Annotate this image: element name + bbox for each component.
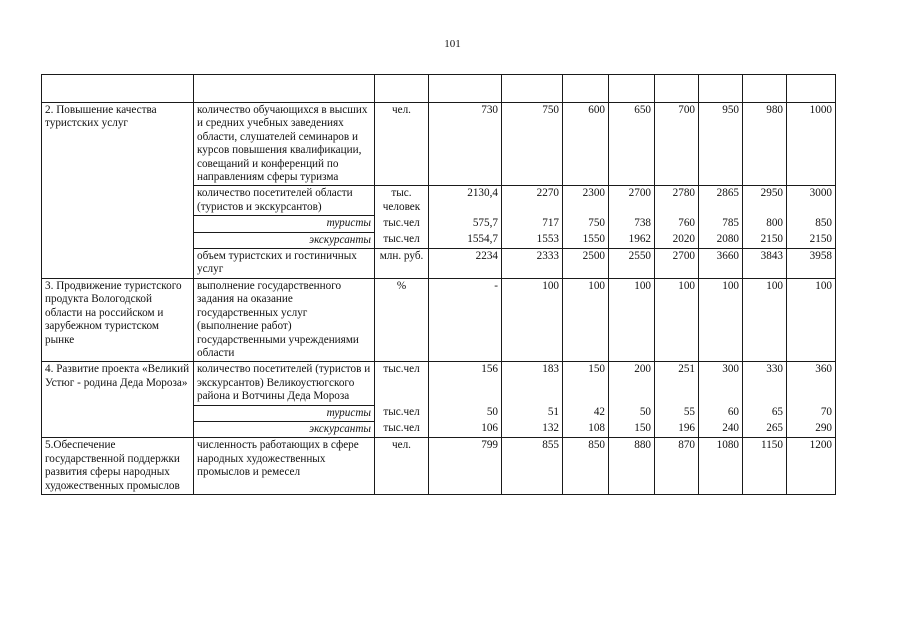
table-row — [42, 278, 836, 361]
value-cell: 106 — [429, 421, 502, 437]
value-cell: 265 — [743, 421, 787, 437]
unit-cell: тыс.чел — [375, 421, 429, 437]
unit-cell: тыс.чел — [375, 216, 429, 232]
value-cell: 785 — [699, 216, 743, 232]
unit-cell: тыс.чел — [375, 362, 429, 405]
value-cell: 2500 — [563, 249, 609, 279]
table-row — [42, 75, 836, 103]
value-cell: 738 — [609, 216, 655, 232]
value-cell: 196 — [655, 421, 699, 437]
value-cell: 880 — [609, 438, 655, 495]
empty-header-cell — [609, 75, 655, 103]
value-cell: 799 — [429, 438, 502, 495]
value-cell: 2080 — [699, 232, 743, 248]
value-cell: 300 — [699, 362, 743, 405]
value-cell: 100 — [563, 278, 609, 361]
section-name-cell: 2. Повышение качества туристских услуг — [42, 103, 194, 279]
value-cell: 850 — [787, 216, 836, 232]
sub-indicator-cell: туристы — [194, 216, 375, 232]
indicator-cell: численность работающих в сфере народных художественных промыслов и ремесел — [194, 438, 375, 495]
value-cell: 240 — [699, 421, 743, 437]
value-cell: 2234 — [429, 249, 502, 279]
value-cell: 330 — [743, 362, 787, 405]
value-cell: 2550 — [609, 249, 655, 279]
value-cell: 1554,7 — [429, 232, 502, 248]
value-cell: 2020 — [655, 232, 699, 248]
value-cell: 2780 — [655, 186, 699, 216]
unit-cell: чел. — [375, 103, 429, 186]
value-cell: 251 — [655, 362, 699, 405]
value-cell: 2130,4 — [429, 186, 502, 216]
unit-cell: тыс.чел — [375, 405, 429, 421]
value-cell: 65 — [743, 405, 787, 421]
value-cell: 750 — [563, 216, 609, 232]
value-cell: 575,7 — [429, 216, 502, 232]
value-cell: 2865 — [699, 186, 743, 216]
value-cell: 950 — [699, 103, 743, 186]
unit-cell: млн. руб. — [375, 249, 429, 279]
value-cell: 150 — [609, 421, 655, 437]
value-cell: - — [429, 278, 502, 361]
value-cell: 55 — [655, 405, 699, 421]
value-cell: 100 — [699, 278, 743, 361]
value-cell: 108 — [563, 421, 609, 437]
value-cell: 2150 — [787, 232, 836, 248]
value-cell: 730 — [429, 103, 502, 186]
value-cell: 855 — [502, 438, 563, 495]
value-cell: 600 — [563, 103, 609, 186]
indicators-table — [41, 74, 836, 495]
value-cell: 2700 — [609, 186, 655, 216]
value-cell: 1550 — [563, 232, 609, 248]
empty-header-cell — [42, 75, 194, 103]
value-cell: 850 — [563, 438, 609, 495]
value-cell: 3843 — [743, 249, 787, 279]
value-cell: 650 — [609, 103, 655, 186]
sub-indicator-cell: экскурсанты — [194, 232, 375, 248]
value-cell: 132 — [502, 421, 563, 437]
value-cell: 1000 — [787, 103, 836, 186]
value-cell: 360 — [787, 362, 836, 405]
value-cell: 51 — [502, 405, 563, 421]
value-cell: 100 — [787, 278, 836, 361]
indicator-cell: количество посетителей области (туристов и экскурсантов) — [194, 186, 375, 216]
unit-cell: тыс.чел — [375, 232, 429, 248]
value-cell: 156 — [429, 362, 502, 405]
value-cell: 2950 — [743, 186, 787, 216]
value-cell: 717 — [502, 216, 563, 232]
value-cell: 2700 — [655, 249, 699, 279]
value-cell: 2150 — [743, 232, 787, 248]
page-number: 101 — [444, 38, 461, 50]
empty-header-cell — [743, 75, 787, 103]
value-cell: 1080 — [699, 438, 743, 495]
value-cell: 100 — [655, 278, 699, 361]
value-cell: 2300 — [563, 186, 609, 216]
value-cell: 3660 — [699, 249, 743, 279]
value-cell: 700 — [655, 103, 699, 186]
sub-indicator-cell: туристы — [194, 405, 375, 421]
indicator-cell: выполнение государственного задания на оказание государственных услуг (выполнение работ) государственными учреждениями области — [194, 278, 375, 361]
value-cell: 42 — [563, 405, 609, 421]
value-cell: 100 — [609, 278, 655, 361]
value-cell: 150 — [563, 362, 609, 405]
value-cell: 1150 — [743, 438, 787, 495]
unit-cell: чел. — [375, 438, 429, 495]
empty-header-cell — [375, 75, 429, 103]
value-cell: 100 — [502, 278, 563, 361]
section-name-cell: 5.Обеспечение государственной поддержки развития сферы народных художественных промыслов — [42, 438, 194, 495]
empty-header-cell — [429, 75, 502, 103]
unit-cell: тыс. человек — [375, 186, 429, 216]
unit-cell: % — [375, 278, 429, 361]
value-cell: 2333 — [502, 249, 563, 279]
empty-header-cell — [502, 75, 563, 103]
section-name-cell: 4. Развитие проекта «Великий Устюг - родина Деда Мороза» — [42, 362, 194, 438]
value-cell: 3000 — [787, 186, 836, 216]
value-cell: 3958 — [787, 249, 836, 279]
value-cell: 50 — [609, 405, 655, 421]
value-cell: 60 — [699, 405, 743, 421]
indicator-cell: количество обучающихся в высших и средних учебных заведениях области, слушателей семинаров и курсов повышения квалификации, совещаний и конференций по направлениям сферы туризма — [194, 103, 375, 186]
value-cell: 200 — [609, 362, 655, 405]
value-cell: 760 — [655, 216, 699, 232]
empty-header-cell — [194, 75, 375, 103]
value-cell: 800 — [743, 216, 787, 232]
value-cell: 1200 — [787, 438, 836, 495]
indicator-cell: объем туристских и гостиничных услуг — [194, 249, 375, 279]
table-row — [42, 438, 836, 495]
value-cell: 1962 — [609, 232, 655, 248]
value-cell: 980 — [743, 103, 787, 186]
value-cell: 870 — [655, 438, 699, 495]
value-cell: 750 — [502, 103, 563, 186]
value-cell: 2270 — [502, 186, 563, 216]
indicator-cell: количество посетителей (туристов и экскурсантов) Великоустюгского района и Вотчины Деда Мороза — [194, 362, 375, 405]
value-cell: 70 — [787, 405, 836, 421]
value-cell: 1553 — [502, 232, 563, 248]
empty-header-cell — [699, 75, 743, 103]
empty-header-cell — [655, 75, 699, 103]
table-row — [42, 103, 836, 186]
empty-header-cell — [787, 75, 836, 103]
sub-indicator-cell: экскурсанты — [194, 421, 375, 437]
value-cell: 290 — [787, 421, 836, 437]
value-cell: 50 — [429, 405, 502, 421]
section-name-cell: 3. Продвижение туристского продукта Вологодской области на российском и зарубежном туристском рынке — [42, 278, 194, 361]
value-cell: 100 — [743, 278, 787, 361]
value-cell: 183 — [502, 362, 563, 405]
empty-header-cell — [563, 75, 609, 103]
table-row — [42, 362, 836, 405]
